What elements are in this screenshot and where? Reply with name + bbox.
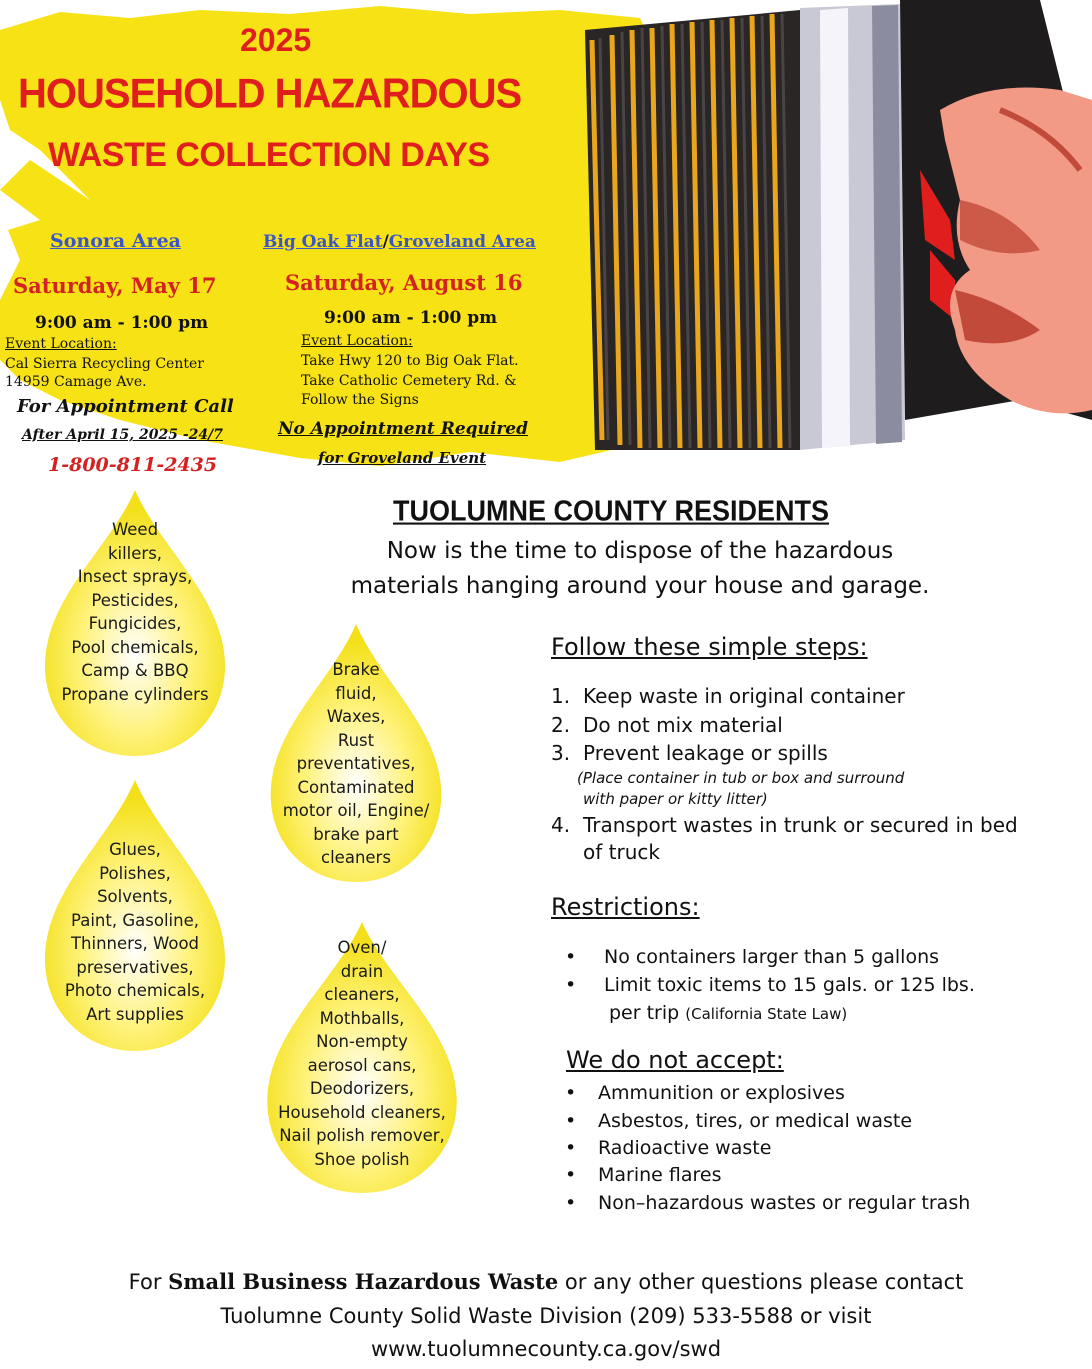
drop-line: fluid, <box>335 683 377 703</box>
drop-line: Pesticides, <box>91 590 179 610</box>
restriction-cont-text: per trip <box>609 1002 680 1024</box>
drop-line: Insect sprays, <box>77 567 193 586</box>
page-title: HOUSEHOLD HAZARDOUS <box>18 70 522 118</box>
groveland-date: Saturday, August 16 <box>285 270 523 295</box>
step-number: 3. <box>551 741 571 765</box>
drop-line: Oven/ <box>337 938 387 957</box>
step-4-continued: of truck <box>583 840 660 864</box>
drop-line: Waxes, <box>326 707 386 726</box>
appointment-call: For Appointment Call <box>17 396 234 417</box>
drop-line: Photo chemicals, <box>64 981 206 1000</box>
drop-line: drain <box>340 961 384 981</box>
bullet-icon: • <box>565 1110 577 1132</box>
step-text: Prevent leakage or spills <box>583 741 828 765</box>
restriction-continued <box>609 1002 847 1024</box>
area-separator: / <box>382 232 389 252</box>
lead-line-1: Now is the time to dispose of the hazardous <box>386 538 894 564</box>
footer-website-link[interactable]: www.tuolumnecounty.ca.gov/swd <box>370 1337 722 1361</box>
drop-line: cleaners <box>321 848 391 867</box>
step-number: 2. <box>551 713 571 737</box>
bullet-icon: • <box>565 1164 577 1186</box>
drop-1-text <box>40 518 230 706</box>
drop-2-text <box>266 658 446 870</box>
drop-line: Household cleaners, <box>278 1102 446 1122</box>
hazard-drop-4 <box>262 920 462 1195</box>
sonora-area-heading: Sonora Area <box>50 230 181 252</box>
not-accept-item: Marine flares <box>598 1164 722 1186</box>
not-accept-heading: We do not accept: <box>566 1046 784 1074</box>
bullet-icon: • <box>565 1082 577 1104</box>
drop-line: Deodorizers, <box>309 1079 415 1098</box>
big-oak-flat-label: Big Oak Flat <box>263 232 383 252</box>
restriction-law: (California State Law) <box>685 1005 848 1023</box>
footer-pre: For <box>128 1270 169 1294</box>
not-accept-item: Asbestos, tires, or medical waste <box>598 1110 913 1132</box>
drop-line: Art supplies <box>86 1004 184 1024</box>
drop-line: Fungicides, <box>88 614 182 633</box>
step-3-note: (Place container in tub or box and surround <box>577 769 905 787</box>
sonora-location-line: Cal Sierra Recycling Center <box>5 356 204 372</box>
drop-line: Polishes, <box>99 863 171 883</box>
drop-line: preventatives, <box>296 754 416 773</box>
lead-line-2: materials hanging around your house and garage. <box>350 573 930 599</box>
sonora-date: Saturday, May 17 <box>13 273 217 298</box>
drop-line: cleaners, <box>324 985 400 1004</box>
footer-bold: Small Business Hazardous Waste <box>168 1269 559 1294</box>
drop-line: Pool chemicals, <box>71 637 199 657</box>
drop-line: brake part <box>313 824 399 844</box>
event-year: 2025 <box>240 22 312 58</box>
groveland-location-line: Take Hwy 120 to Big Oak Flat. <box>301 353 519 369</box>
no-appointment-notice: No Appointment Required <box>278 419 529 439</box>
page-subtitle: WASTE COLLECTION DAYS <box>48 136 490 174</box>
not-accept-item: Ammunition or explosives <box>598 1082 845 1104</box>
drop-line: Solvents, <box>97 887 173 906</box>
drop-line: Mothballs, <box>319 1008 405 1028</box>
step-text: Do not mix material <box>583 713 783 737</box>
drop-line: Glues, <box>109 840 161 859</box>
drop-line: Rust <box>337 730 375 750</box>
appointment-after: After April 15, 2025 -24/7 <box>22 427 224 443</box>
step-text: Keep waste in original container <box>583 684 905 708</box>
footer-line-1 <box>0 1269 1092 1294</box>
bullet-icon: • <box>565 946 577 968</box>
footer-line-2: Tuolumne County Solid Waste Division (209) 533-5588 or visit <box>220 1304 872 1328</box>
hazard-drop-2 <box>266 622 446 884</box>
drop-line: motor oil, Engine/ <box>282 801 430 820</box>
restriction-item: No containers larger than 5 gallons <box>604 946 940 968</box>
drop-line: Weed <box>111 520 159 539</box>
drop-line: Contaminated <box>297 777 415 797</box>
drop-line: Nail polish remover, <box>279 1126 445 1145</box>
brush-bristles <box>585 10 800 450</box>
drop-line: killers, <box>107 543 163 563</box>
sonora-location-label: Event Location: <box>5 336 117 352</box>
bullet-icon: • <box>565 974 577 996</box>
step-number: 4. <box>551 813 571 837</box>
groveland-time: 9:00 am - 1:00 pm <box>324 308 498 328</box>
bullet-icon: • <box>565 1192 577 1214</box>
appointment-phone[interactable]: 1-800-811-2435 <box>48 454 218 476</box>
drop-4-text <box>262 936 462 1171</box>
sonora-location-line: 14959 Camage Ave. <box>5 374 147 390</box>
no-appointment-sub: for Groveland Event <box>318 449 487 467</box>
bullet-icon: • <box>565 1137 577 1159</box>
drop-line: Propane cylinders <box>61 684 209 704</box>
step-3-note: with paper or kitty litter) <box>583 790 768 808</box>
restriction-item: Limit toxic items to 15 gals. or 125 lbs. <box>604 974 975 996</box>
drop-line: preservatives, <box>76 957 194 977</box>
footer-post: or any other questions please contact <box>558 1270 964 1294</box>
restrictions-heading: Restrictions: <box>551 893 700 921</box>
drop-3-text <box>40 838 230 1026</box>
drop-line: Brake <box>332 660 380 679</box>
drop-line: Shoe polish <box>314 1149 410 1169</box>
residents-heading: TUOLUMNE COUNTY RESIDENTS <box>393 495 830 527</box>
steps-heading: Follow these simple steps: <box>551 633 868 661</box>
groveland-label: Groveland Area <box>388 232 536 252</box>
drop-line: Camp & BBQ <box>81 661 189 680</box>
groveland-location-line: Follow the Signs <box>301 392 419 408</box>
groveland-location-label: Event Location: <box>301 333 413 349</box>
hazard-drop-3 <box>40 778 230 1053</box>
drop-line: Paint, Gasoline, <box>71 910 199 930</box>
hazard-drop-1 <box>40 488 230 758</box>
drop-line: Non-empty <box>316 1032 408 1051</box>
groveland-area-heading <box>263 232 536 252</box>
not-accept-item: Radioactive waste <box>598 1137 772 1159</box>
step-number: 1. <box>551 684 571 708</box>
not-accept-item: Non–hazardous wastes or regular trash <box>598 1192 971 1214</box>
drop-line: Thinners, Wood <box>70 934 200 953</box>
groveland-location-line: Take Catholic Cemetery Rd. & <box>301 373 517 389</box>
step-text: Transport wastes in trunk or secured in bed <box>583 813 1018 837</box>
drop-line: aerosol cans, <box>307 1055 417 1075</box>
sonora-time: 9:00 am - 1:00 pm <box>35 313 209 333</box>
